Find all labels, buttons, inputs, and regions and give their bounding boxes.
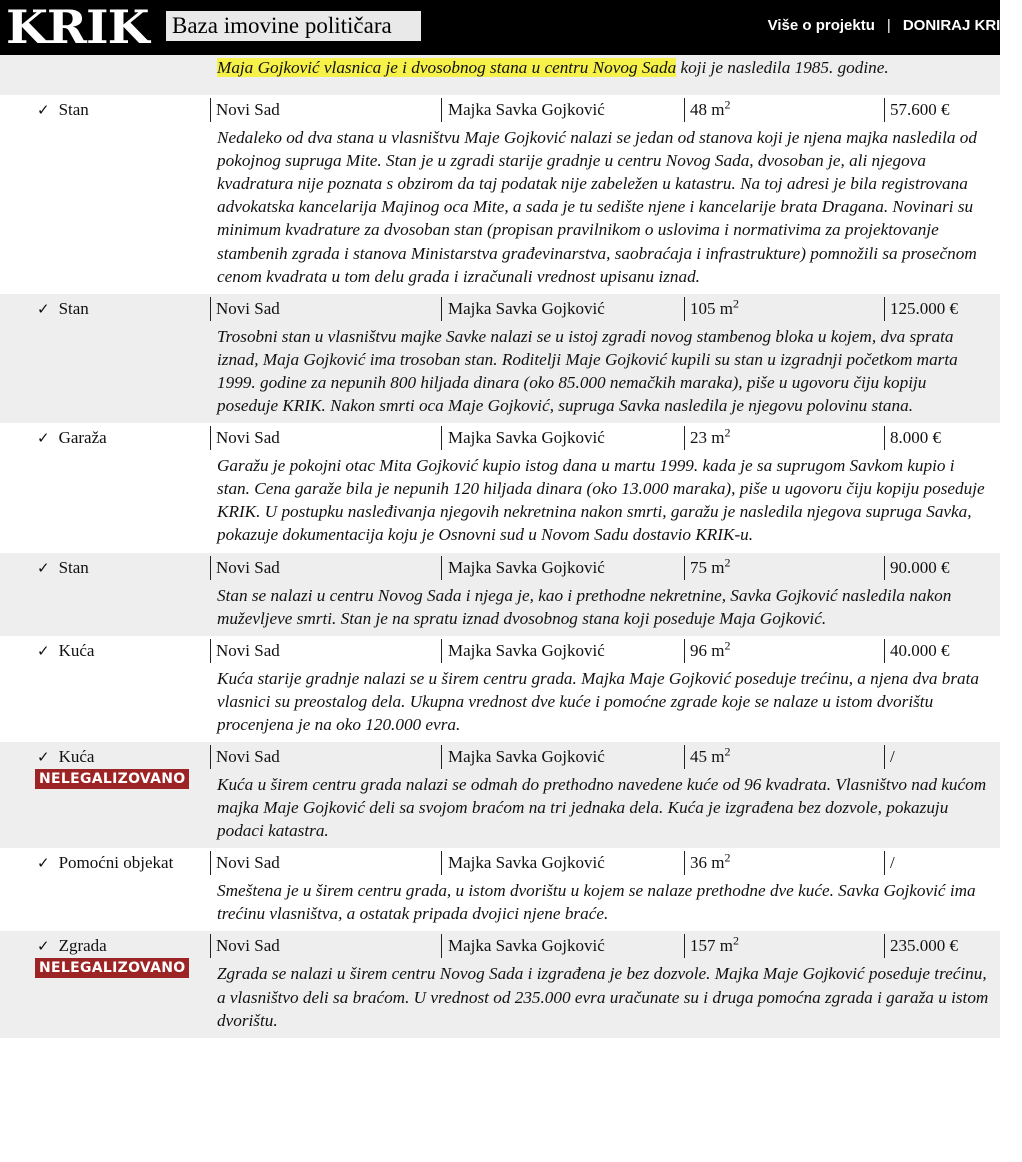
property-type: [37, 556, 89, 580]
property-area: [684, 426, 882, 450]
property-city: Novi Sad: [210, 639, 438, 663]
property-city: Novi Sad: [210, 98, 438, 122]
site-header: [0, 0, 1022, 55]
nav-donate-link[interactable]: DONIRAJ KRIKU: [902, 17, 1022, 34]
area-unit-sup: 2: [724, 638, 731, 653]
property-type: [37, 934, 107, 958]
table-row: [0, 423, 1000, 552]
row-cells: [0, 848, 1000, 879]
row-cells: [0, 423, 1000, 454]
krik-logo[interactable]: KRIK: [6, 0, 149, 54]
area-value: 36 m: [690, 853, 725, 873]
status-badge: NELEGALIZOVANO: [35, 958, 189, 978]
check-icon: ✓: [37, 747, 50, 766]
area-value: 75 m: [690, 557, 725, 577]
status-badge: NELEGALIZOVANO: [35, 769, 189, 789]
area-unit-sup: 2: [732, 933, 739, 948]
area-unit-sup: 2: [724, 850, 731, 865]
nav-about-link[interactable]: Više o projektu: [767, 17, 875, 34]
property-owner: Majka Savka Gojković: [441, 426, 684, 450]
intro-text: [0, 56, 1000, 85]
property-owner: Majka Savka Gojković: [441, 745, 684, 769]
property-type: [37, 639, 94, 663]
property-owner: Majka Savka Gojković: [441, 556, 684, 580]
area-unit-sup: 2: [724, 97, 731, 112]
property-owner: Majka Savka Gojković: [441, 639, 684, 663]
property-type: [37, 98, 89, 122]
intro-rest: koji je nasledila 1985. godine.: [676, 58, 889, 77]
property-table: [0, 55, 1000, 1038]
property-area: [684, 297, 882, 321]
property-area: [684, 745, 882, 769]
intro-row: [0, 55, 1000, 95]
property-city: Novi Sad: [210, 556, 438, 580]
property-type-label: Kuća: [58, 640, 95, 660]
row-cells: [0, 931, 1000, 977]
property-type: [37, 851, 173, 875]
property-price: 8.000 €: [884, 426, 1000, 450]
table-row: [0, 95, 1000, 294]
page-title: Baza imovine političara: [166, 11, 421, 41]
property-type-label: Garaža: [58, 428, 107, 448]
property-description: Zgrada se nalazi u širem centru Novog Sada i izgrađena je bez dozvole. Majka Maje Gojković poseduje trećinu, a vlasništvo deli sa braćom. U vrednost od 235.000 evra uračunate su i druga pomoćna zgrada i garaža u istom dvorištu.: [217, 964, 989, 1030]
check-icon: ✓: [37, 558, 50, 577]
property-description: Garažu je pokojni otac Mita Gojković kupio istog dana u martu 1999. kada je sa suprugom Savkom kupio i stan. Cena garaže bila je nepunih 120 hiljada dinara (oko 13.000 maraka), piše u ugovoru čiju kopiju poseduje KRIK. U postupku nasleđivanja njegovih nekretnina nakon smrti, garažu je nasledila njegova supruga Savka, pokazuje dokumentacija koju je Osnovni sud u Novom Sadu dostavio KRIK-u.: [217, 456, 985, 545]
table-row: [0, 742, 1000, 848]
property-owner: Majka Savka Gojković: [441, 851, 684, 875]
property-owner: Majka Savka Gojković: [441, 98, 684, 122]
check-icon: ✓: [37, 937, 50, 956]
property-description: Kuća u širem centru grada nalazi se odmah do prethodno navedene kuće od 96 kvadrata. Vlasništvo nad kućom majka Maje Gojković deli sa svojom braćom na tri jednaka dela. Kuća je izgrađena bez dozvole, pokazuju podaci katastra.: [217, 774, 987, 841]
check-icon: ✓: [37, 429, 50, 448]
top-nav: [768, 17, 1022, 34]
check-icon: ✓: [37, 101, 50, 120]
property-price: 235.000 €: [884, 934, 1000, 958]
property-type-label: Stan: [58, 557, 89, 577]
check-icon: ✓: [37, 299, 50, 318]
area-unit-sup: 2: [724, 425, 731, 440]
check-icon: ✓: [37, 641, 50, 660]
property-owner: Majka Savka Gojković: [441, 297, 684, 321]
intro-highlight-link[interactable]: Maja Gojković vlasnica je i dvosobnog stana u centru Novog Sada: [217, 58, 677, 77]
table-row: [0, 553, 1000, 636]
check-icon: ✓: [37, 854, 50, 873]
area-value: 157 m: [690, 936, 733, 956]
property-type: [37, 297, 89, 321]
property-city: Novi Sad: [210, 851, 438, 875]
property-type-label: Stan: [58, 100, 89, 120]
property-price: 90.000 €: [884, 556, 1000, 580]
property-price: /: [884, 745, 1000, 769]
property-area: [684, 934, 882, 958]
property-price: /: [884, 851, 1000, 875]
property-description: Nedaleko od dva stana u vlasništvu Maje Gojković nalazi se jedan od stanova koji je njena majka nasledila od pokojnog supruga Mite. Stan je u zgradi starije gradnje u centru Novog Sada, dvosoban je, ali njegova kvadratura nije poznata s obzirom da taj podatak nije zabeležen u katastru. Na toj adresi je bila registrovana advokatska kancelarija Majinog oca Mite, a sada je tu sedište njene i kancelarije brata Dragana. Novinari su minimum kvadrature za dvosoban stan (propisan pravilnikom o uslovima i normativima za projektovanje stambenih zgrada i stanova Ministarstva građevinarstva, saobraćaja i infrastrukture) pomnožili sa prosečnom cenom kvadrata u tom delu grada i izračunali vrednost upisanu iznad.: [217, 128, 977, 286]
property-type: [37, 426, 107, 450]
property-type: [37, 745, 94, 769]
area-unit-sup: 2: [724, 554, 731, 569]
nav-separator: |: [886, 17, 891, 34]
area-unit-sup: 2: [724, 744, 731, 759]
property-type-label: Kuća: [58, 746, 95, 766]
row-cells: [0, 636, 1000, 667]
table-row: [0, 848, 1000, 931]
area-value: 45 m: [690, 746, 725, 766]
area-unit-sup: 2: [732, 296, 739, 311]
property-description: Trosobni stan u vlasništvu majke Savke nalazi se u istoj zgradi novog stambenog bloka u kojem, dva sprata iznad, Maja Gojković ima trosoban stan. Roditelji Maje Gojković kupili su stan u izgradnji početkom marta 1999. godine za nepunih 800 hiljada dinara (oko 85.000 nemačkih maraka), piše u ugovoru čiju kopiju poseduje KRIK. Nakon smrti oca Maje Gojković, supruga Savka nasledila je njegovu polovinu stana.: [217, 326, 958, 416]
row-cells: [0, 553, 1000, 584]
property-description: Smeštena je u širem centru grada, u istom dvorištu u kojem se nalaze prethodne dve kuće. Savka Gojković ima trećinu vlasništva, a ostatak pripada dvojici njene braće.: [217, 881, 976, 924]
property-area: [684, 851, 882, 875]
property-description: Kuća starije gradnje nalazi se u širem centru grada. Majka Maje Gojković poseduje trećinu, a njena dva brata vlasnici su preostalog dela. Ukupna vrednost dve kuće i pomoćne zgrade koje se nalaze u istom dvorištu procenjena je na oko 120.000 evra.: [217, 668, 980, 734]
area-value: 48 m: [690, 100, 725, 120]
property-type-label: Stan: [58, 298, 89, 318]
property-city: Novi Sad: [210, 745, 438, 769]
table-row: [0, 294, 1000, 423]
table-row: [0, 931, 1000, 1037]
property-city: Novi Sad: [210, 297, 438, 321]
area-value: 96 m: [690, 640, 725, 660]
property-area: [684, 639, 882, 663]
row-cells: [0, 95, 1000, 126]
property-city: Novi Sad: [210, 426, 438, 450]
area-value: 23 m: [690, 428, 725, 448]
area-value: 105 m: [690, 298, 733, 318]
property-price: 125.000 €: [884, 297, 1000, 321]
property-area: [684, 556, 882, 580]
property-owner: Majka Savka Gojković: [441, 934, 684, 958]
property-price: 57.600 €: [884, 98, 1000, 122]
row-cells: [0, 742, 1000, 787]
property-city: Novi Sad: [210, 934, 438, 958]
table-row: [0, 636, 1000, 742]
row-cells: [0, 294, 1000, 325]
property-type-label: Pomoćni objekat: [58, 853, 174, 873]
property-area: [684, 98, 882, 122]
property-description: Stan se nalazi u centru Novog Sada i njega je, kao i prethodne nekretnine, Savka Gojković nasledila nakon muževljeve smrti. Stan je na spratu iznad dvosobnog stana koji poseduje Maja Gojković.: [217, 585, 952, 628]
property-type-label: Zgrada: [58, 936, 107, 956]
property-price: 40.000 €: [884, 639, 1000, 663]
